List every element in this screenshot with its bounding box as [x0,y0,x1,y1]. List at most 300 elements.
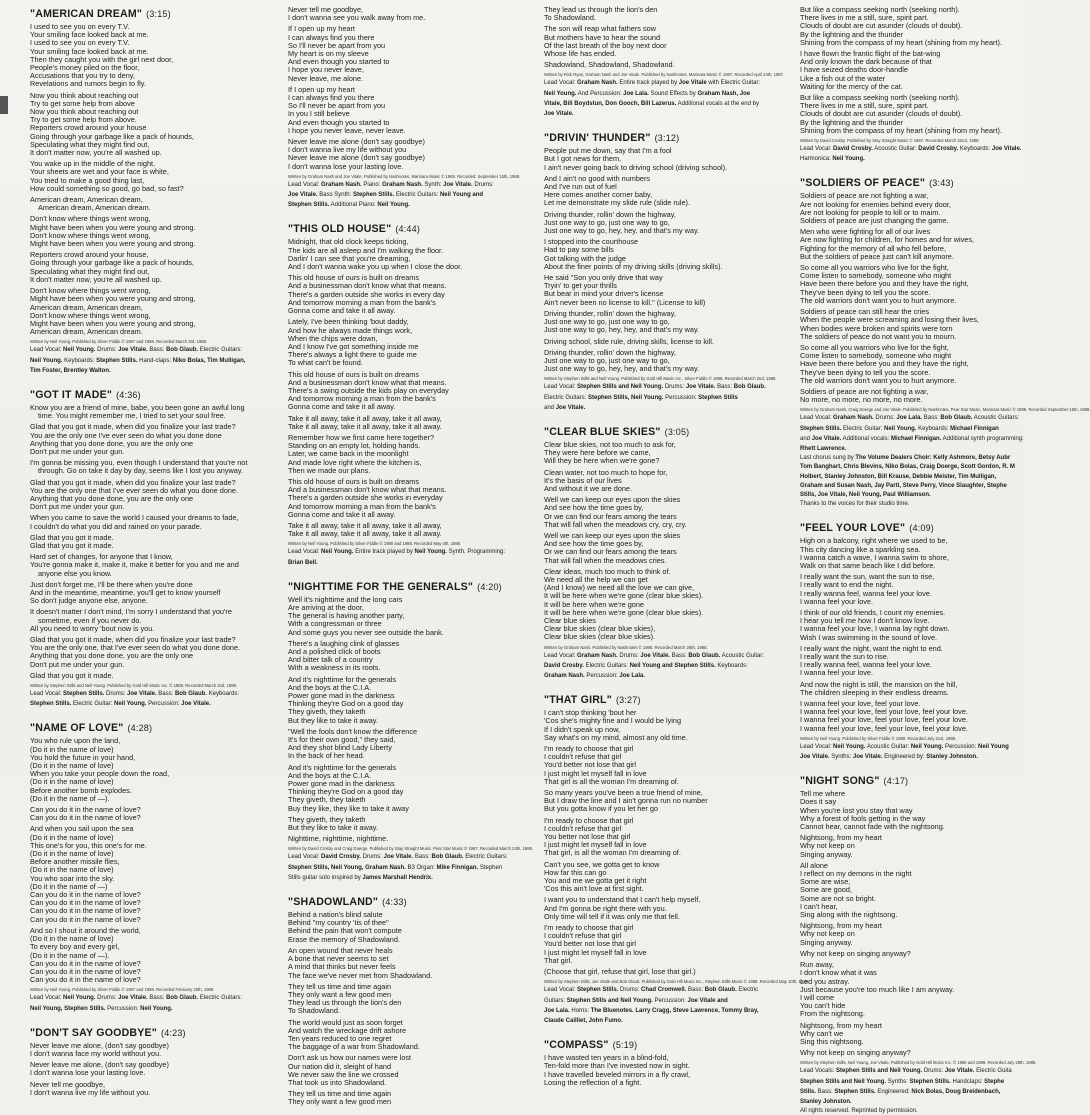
lyric-line: Erase the memory of Shadowland. [288,934,400,944]
role-text: All rights reserved. Reprinted by permission. [800,1108,918,1115]
song-duration: (4:09) [909,523,934,534]
lyric-line: Speculating what they might find out, [30,139,150,149]
lyric-line: Tryin' to get your thrills [544,281,617,291]
lyric-line: This old house of ours is built on dreams [288,369,420,379]
musician-name: The Volume Dealers Choir: Kelly Ashmore, Betsy Aubr [855,455,1011,462]
performer-credit-line [544,395,784,402]
lyric-line: Why not keep on singing anyway? [800,1048,911,1058]
lyric-line: I have seized deaths door-handle [800,65,908,75]
song-title [544,694,784,706]
lyric-line: (Do it in the name of —) [30,881,108,891]
lyric-line: And the boys at the C.I.A. [288,682,372,692]
lyric-line: I wanna feel your love, I wanna lay right down. [800,624,950,634]
musician-name: Stanley Johnston. [800,1098,852,1105]
lyric-line: When the people were screaming and losing their lives, [800,315,979,325]
lyric-line: (Do it in the name of love) [30,865,114,875]
stanza [800,308,1024,341]
lyric-line: With a weakness in its roots. [288,663,381,673]
lyric-line: Midnight, that old clock keeps ticking, [288,237,409,247]
lyric-line: Reporters crowd around your house [30,123,147,133]
lyric-line: The face we've never met from Shadowland. [288,970,433,980]
role-text: Handclaps: [950,1078,985,1085]
lyric-line: I just might let myself fall in love [544,768,647,778]
stanza [30,196,275,212]
lyric-line: Driving thunder, rollin' down the highway, [544,347,676,357]
song-title [288,896,528,908]
lyric-line: (Do it in the name of love) [30,744,114,754]
lyric-line: I really want the sun, want the sun to rise, [800,572,935,582]
stanza [544,274,784,307]
lyric-line: Nighttime, nighttime, nighttime. [288,834,389,844]
lyric-line: In the back of her head. [288,751,365,761]
lyric-line: In you I still believe [288,109,350,119]
musician-name: Stephen Stills and Neil Young. [800,1078,887,1085]
lyric-line: So I'll never be apart from you [288,40,386,50]
lyric-line: You are the only one that I've ever seen do what you done done. [30,485,239,495]
lyric-line: Might have been when you were young and strong. [30,239,196,249]
lyric-line: Shining from the compass of my heart (shining from my heart). [800,125,1002,135]
lyric-line: This city dancing like a sparkling sea. [800,544,921,554]
stanza [544,338,784,346]
lyric-line: There's a laughing clink of glasses [288,638,400,648]
musician-name: The Bluenotes. Larry Cragg, Steve Lawrence, Tommy Bray, [590,1007,759,1014]
lyric-line: Going through your garbage like a pack of hounds, [30,131,194,141]
lyric-line: You'd better not lose that girl [544,939,636,949]
lyric-line: Or we can find our fears among the tears [544,547,677,557]
stanza [288,1054,528,1087]
lyric-line: Some are not so bright. [800,893,876,903]
stanza [30,672,275,680]
lyric-line: And even though you started to [288,117,390,127]
performer-credit-line [800,415,1024,422]
lyric-line: Power gone mad in the darkness [288,779,395,789]
lyric-line: There lives in me a still, sure, spirit part. [800,13,929,23]
performer-credit-line [544,673,784,680]
lyric-line: Glad that you got it made. [30,540,114,550]
role-text: Drums: [104,691,128,698]
musician-name: Joe Vitale. [640,652,670,659]
musician-name: David Crosby. [833,146,873,153]
stanza [800,573,1024,606]
lyric-line: When bodies were broken and spirits were torn [800,323,953,333]
lyric-line: Just one way to go, just one way to go, [544,317,670,327]
song-block [288,223,528,566]
musician-name: Stephen Stills. [909,1078,951,1085]
role-text: Lead Vocal: [30,347,64,354]
lyric-line: I really want the night, want the night to end. [800,643,943,653]
stanza [544,211,784,236]
note-line [800,1108,1024,1115]
performer-credit-line [800,146,1024,153]
lyric-line: And a businessman don't know what that means. [288,281,447,291]
performer-credit-line [544,998,784,1005]
musician-name: James Marshall Hendrix. [362,874,433,881]
stanza [544,469,784,494]
role-text: Bass: [816,1088,835,1095]
lyric-line: Behind a nation's blind salute [288,910,383,920]
performer-credits [800,1068,1024,1106]
performer-credit-line [288,865,528,872]
lyric-line: Thinking they're God on a good day [288,787,404,797]
lyric-line: And even though you started to [288,57,390,67]
role-text: Keyboards: [916,425,951,432]
song-block [544,426,784,680]
song-title [30,8,275,20]
musician-name: Joe Vitale. [685,384,716,391]
role-text: Bass: [669,652,689,659]
musician-name: Bob Glaub. [688,652,721,659]
stanza [544,789,784,814]
musician-name: Neil Young [977,743,1009,750]
lyric-line: Revelations and rumors begin to fly. [30,79,146,89]
role-text: Additional vocals at the end by [676,100,759,107]
songwriting-credit: Written by Neil Young. Published by Silver Fiddle © 1988. Recorded July 21st, 1988. [800,735,957,741]
lyric-line: And some guys you never see outside the bank. [288,627,444,637]
musician-name: Graham Nash. [321,181,362,188]
lyric-line: Got talking with the judge [544,253,626,263]
song-block [288,896,528,1106]
lyric-line: Led you astray. [800,976,850,986]
performer-credit-line [288,549,528,556]
lyric-line: Just because you're too much like I am anyway. [800,984,955,994]
lyric-line: And I know I've got something inside me [288,341,419,351]
performer-credit-line [30,347,275,354]
stanza [288,6,528,22]
lyric-line: Soldiers of peace are not fighting a war, [800,191,929,201]
lyric-line: Only time will tell if it was only me that fell. [544,911,680,921]
lyric-line: Now you think about reaching out [30,90,139,100]
lyric-line: (Do it in the name of love) [30,761,114,771]
lyric-line: Gonna come and take it all away. [288,402,396,412]
role-text: and [800,435,812,442]
role-text: Drums: [618,987,642,994]
lyric-line: That girl. [544,955,573,965]
lyric-line: I just might let myself fall in love [544,947,647,957]
role-text: Lead Vocal: [544,652,578,659]
lyric-line: I used to see you on every T.V. [30,22,130,31]
lyric-line: You better not lose that girl [544,832,631,842]
stanza [800,6,1024,47]
lyric-line: Take it all away, take it all away, take it all away, [288,413,442,423]
song-block [288,580,534,882]
lyric-line: Does it say [800,797,837,807]
lyric-line: And I'm gonna be right there with you. [544,903,667,913]
stanza [800,834,1024,859]
musician-name: Neil Young. [63,347,96,354]
lyric-line: I couldn't refuse that girl [544,931,622,941]
lyric-line: I couldn't refuse that girl [544,823,622,833]
role-text: Acoustic Guitars: [972,415,1020,422]
lyric-line: (Do it in the name of love) [30,849,114,859]
song-title [800,522,1024,534]
lyric-line: Take it all away, take it all away, take it all away. [288,421,442,431]
musician-name: Stephen Stills and Neil Young. [566,997,653,1004]
musician-name: Joe Vitale. [127,691,157,698]
lyric-line: From the nightsong. [800,1009,865,1019]
musician-name: Stephen Stills, Neil Young, Graham Nash. [288,864,406,871]
lyric-line: And the boys at the C.I.A. [288,770,372,780]
song-duration: (3:43) [929,178,954,189]
stanza [800,609,1024,642]
lyric-line: Waiting for the mercy of the cat. [800,81,903,91]
musician-name: Stephen Stills. [834,1088,876,1095]
song-block [544,132,784,412]
lyric-line: The son will reap what fathers sow [544,24,656,34]
role-text: Percussion: [105,1005,141,1012]
stanza [288,911,528,944]
lyric-line: You are the only one I've ever seen do what you done done [30,430,222,440]
lyric-line: I can always find you there [288,93,375,103]
stanza [30,534,275,550]
lyric-line: I really wanna feel, wanna feel your love. [800,588,932,598]
lyric-line: And it's nighttime for the generals [288,762,397,772]
role-text: Drums: [360,854,384,861]
role-text: Percussion: [584,673,620,679]
performer-credit-line [30,358,275,365]
song-notes [800,455,1024,508]
lyric-line: Buy they like, they like to take it away [288,803,409,813]
stanza [288,1019,528,1052]
performer-credit-line [288,854,528,861]
lyric-line: I wanna catch a wave, I wanna swim to shore, [800,552,949,562]
lyric-line: Never tell me goodbye, [30,1079,106,1089]
lyric-line: Speculating what they might find out, [30,266,150,276]
lyric-line: Just one way to go, hey, hey, and that's my way. [544,226,700,236]
stanza [30,1061,275,1077]
lyric-line: Why a forest of fools getting in the way [800,813,926,823]
stanza [288,138,528,171]
lyric-line: American dream, American dream. [30,327,143,337]
stanza [30,23,275,89]
role-text: Lead Vocal: [800,743,834,750]
song-title [544,426,784,438]
stanza [288,596,528,637]
lyric-line: I'm ready to choose that girl [544,815,634,825]
role-text: Lead Vocal: [30,995,64,1002]
lyric-line: Why not keep on [800,841,855,851]
songwriting-credit: Written by Graham Nash and Joe Vitale. Published by Nashnotes, Marinara Music © 1988. Recorded: September 15th, 1988. [288,173,521,179]
lyric-line: And now the night is still, the mansion on the hill, [800,679,958,689]
musician-name: Joe Vitale. [288,192,318,199]
lyric-line: But mothers have to hear the sound [544,32,661,42]
song-duration: (4:23) [161,1027,186,1038]
lyric-line: Whose life has ended. [544,49,617,59]
lyric-line: There's always a light there to guide me [288,350,417,360]
lyric-line: The baggage of a war from Shadowland. [288,1042,420,1052]
lyric-line: So I'll never be apart from you [288,101,386,111]
lyric-line: That took us into Shadowland. [288,1077,387,1087]
song-block [800,522,1024,761]
musician-name: Joe Vitale. [118,347,148,354]
lyric-line: Accusations that you try to deny, [30,71,135,81]
song-title [288,223,528,235]
stanza [544,745,784,786]
lyric-line: And without it we are done. [544,483,633,493]
musician-name: Bob Glaub. [704,987,737,994]
role-text: Thanks to the voices for their studio time. [800,501,910,508]
lyric-line: Glad that you got it made, when did you finalize your last trade? [30,477,236,487]
stanza [30,251,275,284]
lyric-line: When you're lost you stay that way [800,805,913,815]
lyric-line: Just one way to go, hey, hey, and that's my way. [544,325,700,335]
performer-credit-line [288,875,528,882]
note-line [800,455,1024,462]
lyric-line: Never leave, me alone. [288,73,364,83]
musician-name: Stills, Joe Vitale, Neil Young, Paul Williamson. [800,491,931,498]
role-text: Last chorus sung by [800,455,856,462]
role-text: Electric Guita [974,1068,1012,1075]
lyric-line: It will be here when we're gone [544,599,644,609]
lyric-line: American dream, American dream, [30,195,143,205]
stanza [544,349,784,374]
lyric-line: Let me demonstrate my slide rule (slide rule). [544,198,690,208]
lyric-line: 'Cos this ain't love at first sight. [544,884,644,894]
stanza [800,1022,1024,1047]
musician-name: Bob Glaub. [431,854,464,861]
stanza [30,737,275,803]
song-duration: (4:20) [477,581,502,592]
lyric-line: To every boy and every girl, [30,942,120,952]
stanza [30,581,275,606]
role-text: Percussion: [652,997,688,1004]
lyric-line: So come all you warriors who live for the fight, [800,342,949,352]
lyric-line: Behind the pain that won't compute [288,926,402,936]
lyric-line: I ain't never going back to driving school (driving school). [544,162,728,172]
musician-name: Holbert, Stanley Johnston, Bill Krause, Debbie Meister, Tim Mulligan, [800,473,997,480]
lyric-line: Can you do it in the name of love? [30,805,141,815]
musician-name: Stephen Stills and Neil Young. [577,384,664,391]
role-text: Sound Effects by [648,90,698,97]
lyric-line: There's a garden outside she works in every day [288,289,445,299]
performer-credit-line [544,663,784,670]
performer-credit-line [544,1018,784,1025]
role-text: Additional vocals: [841,435,891,442]
stanza [30,636,275,669]
lyric-line: Like a fish out of the water [800,73,886,83]
stanza [288,947,528,980]
stanza [800,790,1024,831]
lyric-line: Have been there before you and they have the right, [800,359,969,369]
lyric-line: I wanna feel your love, feel your love. [800,699,921,709]
lyric-line: People put me down, say that I'm a fool [544,146,672,156]
song-block [30,8,275,375]
lyric-line: This old house of ours is built on dreams [288,476,420,486]
role-text: Percussion: [663,394,699,401]
song-duration: (4:17) [883,776,909,787]
lyric-line: Later, we came back in the moonlight [288,449,409,459]
lyric-line: Fighting for the memory of all who fell before, [800,243,947,253]
lyric-line: And watch the wreckage drift ashore [288,1025,407,1035]
lyric-line: High on a balcony, right where we used to be, [800,536,948,546]
song-block [544,6,784,118]
lyric-line: Before another bomb explodes. [30,785,132,795]
lyric-line: Might have been when you were young and strong, [30,294,196,304]
role-text: Harmonica: [800,156,833,163]
lyric-line: Come listen to somebody, someone who might [800,271,952,281]
lyric-line: Singing anyway. [800,849,853,859]
lyric-line: You tried to make a good thing last, [30,175,145,185]
musician-name: Joe Vitale. [800,754,830,761]
lyric-line: No more, no more, no more, no more. [800,395,923,405]
musician-name: Stanley Johnston. [926,754,978,761]
lyric-line: It's for their own good," they said, [288,735,396,745]
lyric-line: Just one way to go, just one way to go, [544,355,670,365]
lyric-line: I have travelled beveled mirrors in a fly crawl, [544,1069,690,1079]
song-title-text: "THAT GIRL" [544,694,612,707]
musician-name: David Crosby. [918,146,959,153]
lyric-line: Don't know where things went wrong, [30,310,151,320]
performer-credits [544,80,784,118]
lyric-line: Are not looking for enemies behind every door, [800,199,951,209]
lyric-line: (Do it in the name of —). [30,793,110,803]
performer-credits [800,415,1024,453]
songwriting-credit: Written by Stephen Stills and Neil Young. Published by Gold Hill Music Inc. © 1988. Recorded March 2nd, 1988. [30,683,238,689]
lyric-line: I'm gonna be missing you, even though I understand that you're not [30,458,248,468]
role-text: Engineered by: [882,754,927,761]
lyric-line: Can you do it in the name of love? [30,906,141,916]
song-block [30,1027,275,1097]
role-text: Electric Guitars: [583,662,630,669]
musician-name: Graham Nash. [833,415,874,422]
stanza [800,645,1024,678]
role-text: Drums: [472,181,494,188]
role-text: Acoustic Guitar: [720,652,764,659]
lyric-line: Singing anyway. [800,937,853,947]
song-title-text: "DON'T SAY GOODBYE" [30,1026,158,1039]
lyric-line: An open wound that never heals [288,945,393,955]
lyric-line: To Shadowland. [544,13,596,23]
stanza [288,640,528,673]
lyric-line: You are the only one, that I've ever seen do what you done done. [30,643,241,653]
lyric-line: I don't wanna face my world without you. [30,1048,162,1058]
role-text: Percussion: [943,743,978,750]
lyric-line: Can you do it in the name of love? [30,958,141,968]
lyric-line: The old warriors don't want you to hurt anymore. [800,375,957,385]
lyric-line: Darlin' I can see that you're dreaming, [288,253,411,263]
performer-credits [30,347,275,375]
lyric-line: Clouds of doubt are cut asunder (clouds of doubt). [800,109,963,119]
lyric-line: Hard set of changes, for anyone that I know, [30,552,173,562]
performer-credit-line [800,1089,1024,1096]
musician-name: Stephen Stills [698,394,738,401]
lyric-line: Clear blue skies (clear blue skies). [544,632,656,642]
lyric-line: Nightsong, from my heart [800,833,882,843]
musician-name: Stephen Stills. [800,425,842,432]
performer-credit-line [544,987,784,994]
stanza [544,6,784,22]
song-block [544,694,810,1025]
lyric-line: I have wasted ten years in a blind-fold, [544,1053,669,1063]
stanza [800,344,1024,385]
stanza [30,553,275,578]
lyric-line: Nightsong, from my heart [800,921,882,931]
lyric-line: I used to see you on every T.V. [30,38,130,48]
lyric-line: Walk on that same beach like I did before. [800,560,936,570]
lyric-line: Are arriving at the door, [288,602,364,612]
musician-name: Claude Cailliet, John Fumo. [544,1017,623,1024]
stanza [544,175,784,208]
lyric-line: Are not looking for people to kill or to maim. [800,207,941,217]
lyric-line: And tomorrow morning a man from the bank's [288,501,436,511]
musician-name: Stills. [800,1088,817,1095]
songwriting-credit: Written by Graham Nash, Craig Doerge and Joe Vitale. Published by Nashnotes, Pear Star Music, Marinara Music © 1988. Recorded September 16th, 1988. [800,407,1090,413]
lyric-line: But they like to take it away. [288,715,378,725]
song-title-text: "FEEL YOUR LOVE" [800,522,906,535]
performer-credit-line [544,101,784,108]
role-text: Keyboards: [206,691,239,698]
song-title-text: "SOLDIERS OF PEACE" [800,177,926,190]
song-duration: (3:15) [146,9,171,19]
